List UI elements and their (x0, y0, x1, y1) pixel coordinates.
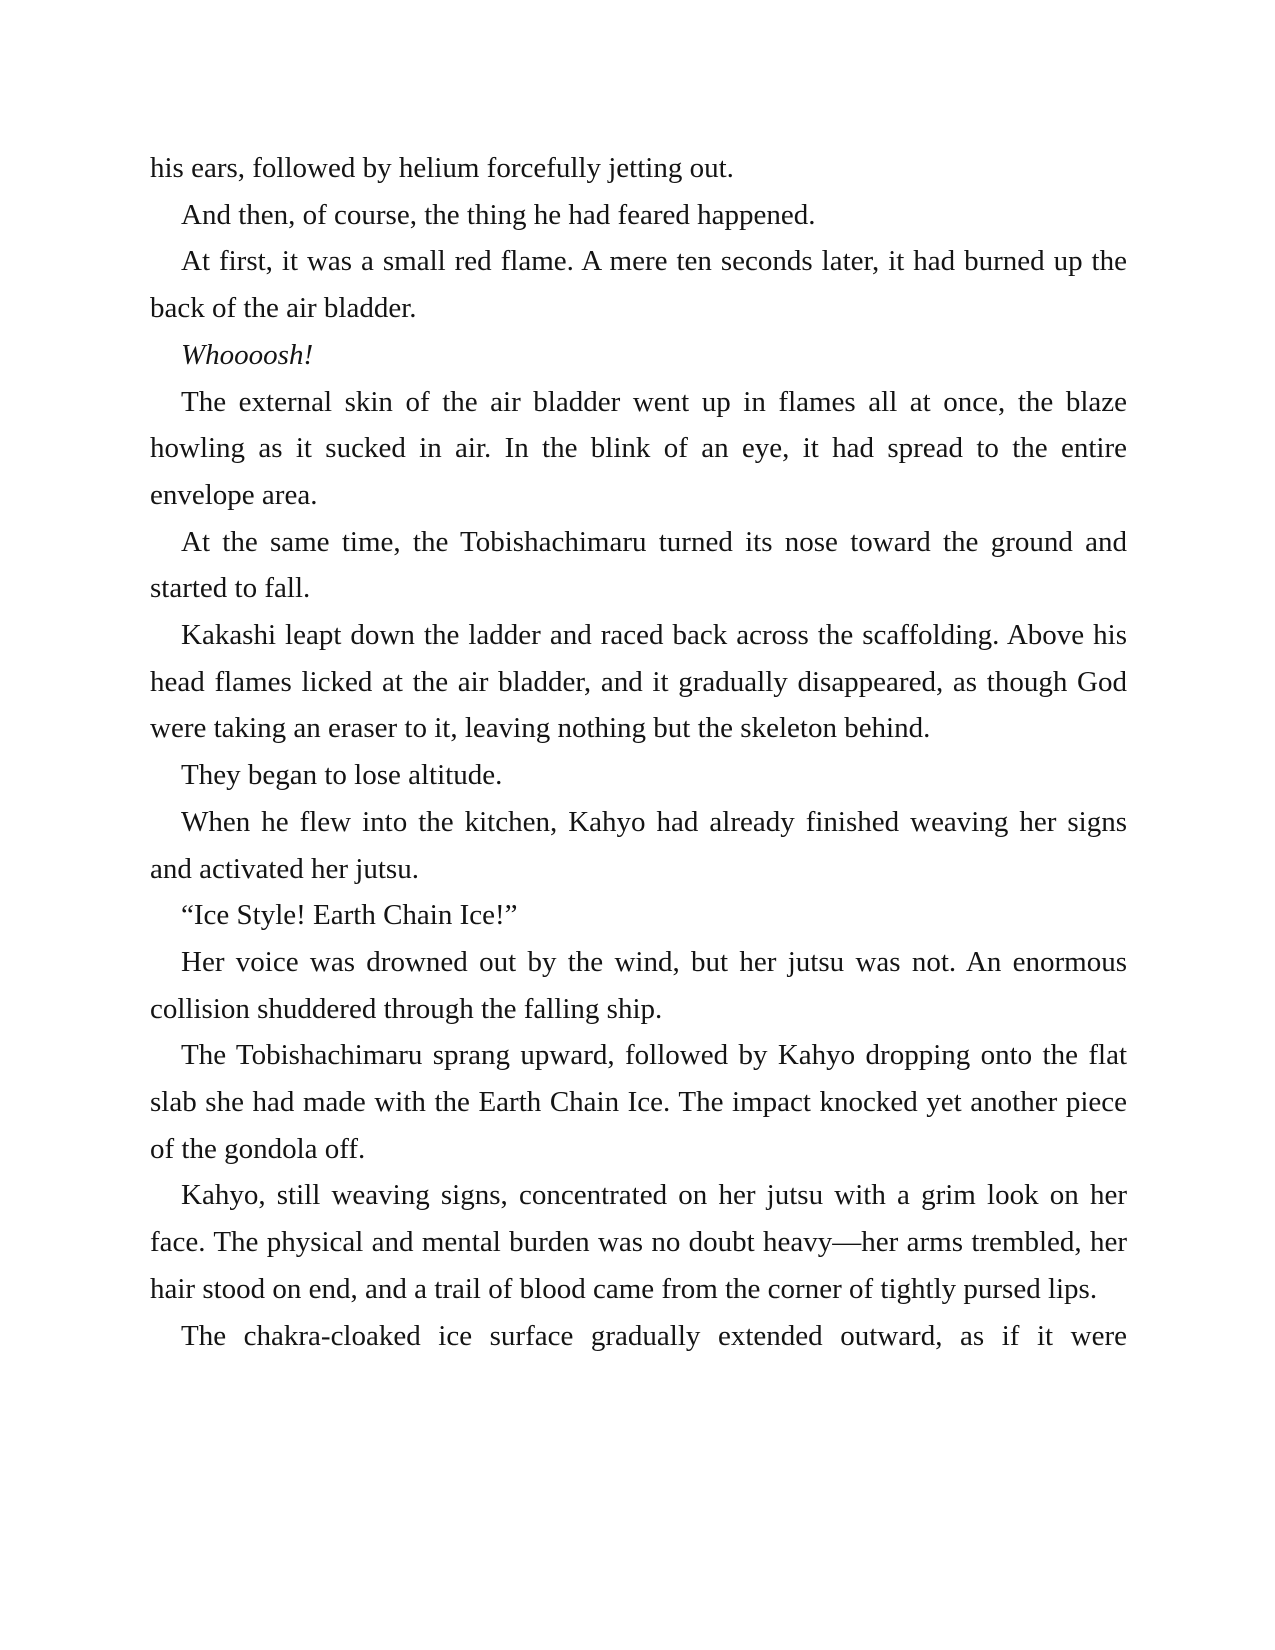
paragraph: At first, it was a small red flame. A mere ten seconds later, it had burned up the back of the air bladder. (150, 245, 1127, 325)
paragraph: Kahyo, still weaving signs, concentrated on her jutsu with a grim look on her face. The physical and mental burden was no doubt heavy—her arms trembled, her hair stood on end, and a trail of blood came from the corner of tightly pursed lips. (150, 1179, 1127, 1305)
paragraph: At the same time, the Tobishachimaru turned its nose toward the ground and started to fall. (150, 525, 1127, 605)
paragraph: When he flew into the kitchen, Kahyo had already finished weaving her signs and activated her jutsu. (150, 805, 1127, 885)
paragraph: his ears, followed by helium forcefully jetting out. (150, 152, 734, 184)
page-body (150, 145, 1127, 1359)
paragraph: And then, of course, the thing he had feared happened. (181, 198, 816, 231)
paragraph: They began to lose altitude. (181, 759, 503, 792)
dialogue-line: “Ice Style! Earth Chain Ice!” (181, 899, 518, 932)
paragraph: Kakashi leapt down the ladder and raced back across the scaffolding. Above his head flames licked at the air bladder, and it gradually disappeared, as though God were taking an eraser to it, leaving nothing but the skeleton behind. (150, 619, 1127, 745)
paragraph: The external skin of the air bladder went up in flames all at once, the blaze howling as it sucked in air. In the blink of an eye, it had spread to the entire envelope area. (150, 385, 1127, 511)
sound-effect: Whoooosh! (181, 338, 314, 371)
paragraph: The Tobishachimaru sprang upward, followed by Kahyo dropping onto the flat slab she had made with the Earth Chain Ice. The impact knocked yet another piece of the gondola off. (150, 1039, 1127, 1165)
paragraph: The chakra-cloaked ice surface gradually extended outward, as if it were (181, 1319, 1127, 1352)
paragraph: Her voice was drowned out by the wind, but her jutsu was not. An enormous collision shuddered through the falling ship. (150, 945, 1127, 1025)
